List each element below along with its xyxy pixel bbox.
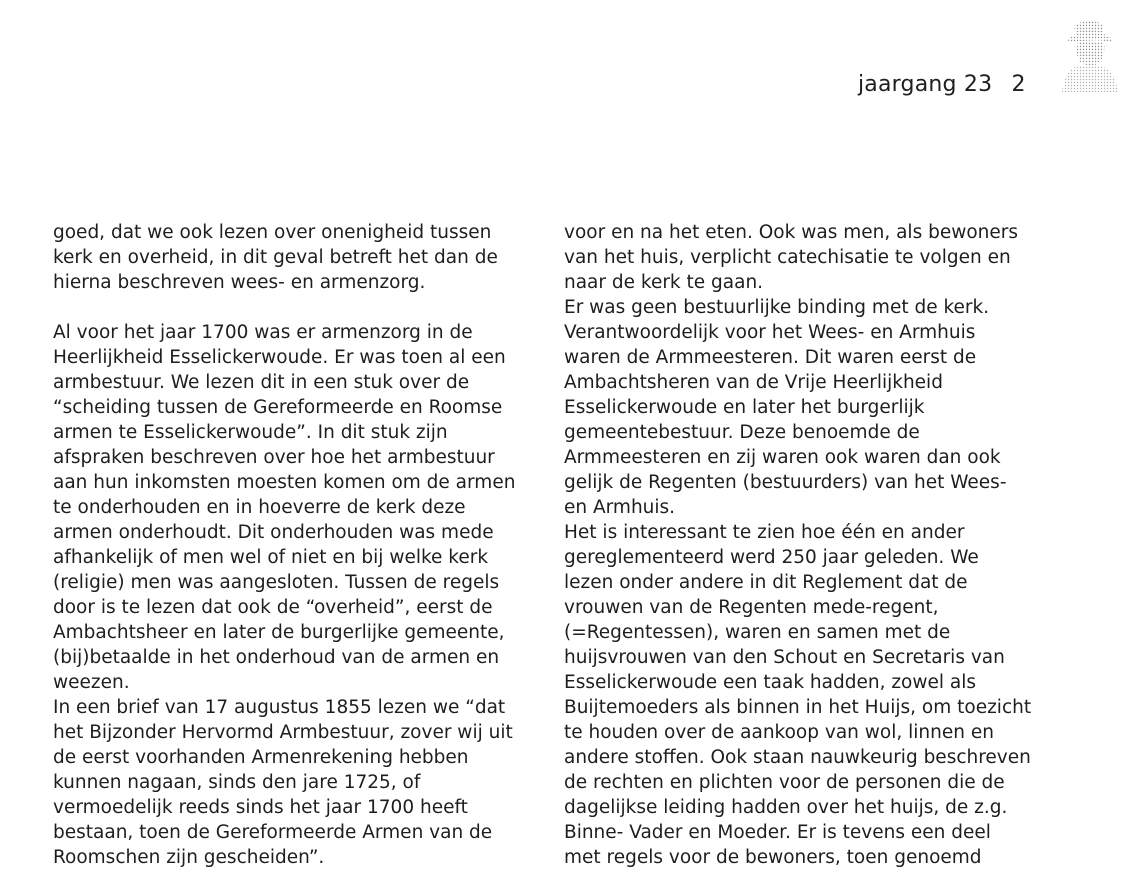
text-line: kerk en overheid, in dit geval betreft het dan de [53, 247, 498, 268]
text-line: Al voor het jaar 1700 was er armenzorg in de [53, 322, 473, 343]
text-line: de rechten en plichten voor de personen die de [564, 772, 1005, 793]
text-line: kunnen nagaan, sinds den jare 1725, of [53, 772, 421, 793]
text-line: afhankelijk of men wel of niet en bij welke kerk [53, 547, 489, 568]
text-line: van het huis, verplicht catechisatie te volgen en [564, 247, 1011, 268]
text-line: armbestuur. We lezen dit in een stuk over de [53, 372, 470, 393]
text-line: gereglementeerd werd 250 jaar geleden. We [564, 547, 979, 568]
text-line: waren de Armmeesteren. Dit waren eerst de [564, 347, 977, 368]
text-line: Heerlijkheid Esselickerwoude. Er was toen al een [53, 347, 506, 368]
text-line: (religie) men was aangesloten. Tussen de regels [53, 572, 500, 593]
page-number: 2 [1011, 72, 1026, 97]
text-line: bestaan, toen de Gereformeerde Armen van de [53, 822, 493, 843]
text-line: In een brief van 17 augustus 1855 lezen we “dat [53, 697, 506, 718]
text-line: aan hun inkomsten moesten komen om de armen [53, 472, 516, 493]
text-line: afspraken beschreven over hoe het armbestuur [53, 447, 495, 468]
text-line: “scheiding tussen de Gereformeerde en Roomse [53, 397, 503, 418]
text-line: dagelijkse leiding hadden over het huijs, de z.g. [564, 797, 1008, 818]
text-line: gelijk de Regenten (bestuurders) van het Wees- [564, 472, 1007, 493]
text-line: met regels voor de bewoners, toen genoemd [564, 847, 982, 868]
text-line: te onderhouden en in hoeverre de kerk deze [53, 497, 466, 518]
text-line: vrouwen van de Regenten mede-regent, [564, 597, 939, 618]
text-line: (=Regentessen), waren en samen met de [564, 622, 951, 643]
text-line: andere stoffen. Ook staan nauwkeurig beschreven [564, 747, 1031, 768]
text-line: het Bijzonder Hervormd Armbestuur, zover wij uit [53, 722, 513, 743]
text-line: armen onderhoudt. Dit onderhouden was mede [53, 522, 494, 543]
paragraph-spacer [53, 295, 523, 320]
text-line: Roomschen zijn gescheiden”. [53, 847, 325, 868]
right-text-column [564, 220, 1034, 870]
text-line: weezen. [53, 672, 130, 693]
text-line: vermoedelijk reeds sinds het jaar 1700 heeft [53, 797, 468, 818]
text-line: Esselickerwoude een taak hadden, zowel als [564, 672, 977, 693]
text-line: Er was geen bestuurlijke binding met de kerk. [564, 297, 990, 318]
text-line: Binne- Vader en Moeder. Er is tevens een deel [564, 822, 991, 843]
volume-label: jaargang 23 [858, 72, 993, 97]
text-line: Armmeesteren en zij waren ook waren dan ook [564, 447, 1001, 468]
text-line: de eerst voorhanden Armenrekening hebben [53, 747, 469, 768]
text-line: Buijtemoeders als binnen in het Huijs, om toezicht [564, 697, 1032, 718]
text-line: Verantwoordelijk voor het Wees- en Armhuis [564, 322, 976, 343]
text-line: lezen onder andere in dit Reglement dat de [564, 572, 968, 593]
text-line: Esselickerwoude en later het burgerlijk [564, 397, 925, 418]
text-line: voor en na het eten. Ook was men, als bewoners [564, 222, 1019, 243]
left-text-column [53, 220, 523, 870]
text-line: te houden over de aankoop van wol, linnen en [564, 722, 994, 743]
text-line: gemeentebestuur. Deze benoemde de [564, 422, 920, 443]
text-line: armen te Esselickerwoude”. In dit stuk zijn [53, 422, 448, 443]
text-line: naar de kerk te gaan. [564, 272, 764, 293]
text-line: door is te lezen dat ook de “overheid”, eerst de [53, 597, 493, 618]
text-line: en Armhuis. [564, 497, 676, 518]
text-line: goed, dat we ook lezen over onenigheid tussen [53, 222, 492, 243]
page-header [858, 72, 1026, 97]
text-line: huijsvrouwen van den Schout en Secretaris van [564, 647, 1005, 668]
text-line: hierna beschreven wees- en armenzorg. [53, 272, 426, 293]
portrait-logo-icon [1058, 12, 1120, 98]
text-line: Het is interessant te zien hoe één en ander [564, 522, 965, 543]
text-line: Ambachtsheren van de Vrije Heerlijkheid [564, 372, 943, 393]
text-line: Ambachtsheer en later de burgerlijke gemeente, [53, 622, 505, 643]
text-line: (bij)betaalde in het onderhoud van de armen en [53, 647, 500, 668]
